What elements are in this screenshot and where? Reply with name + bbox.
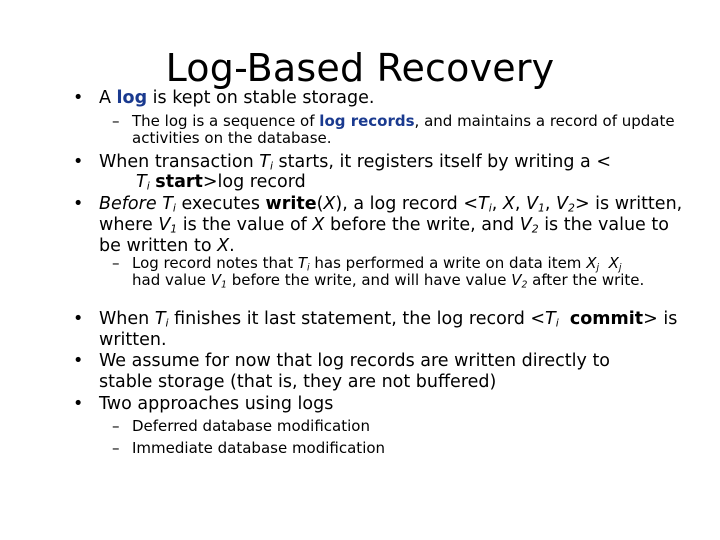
bullet-4: • When $T_i$ finishes it last statement, the log record $<T_i$ commit> is written.	[73, 309, 678, 350]
bullet-6: • Two approaches using logs	[73, 394, 334, 414]
sub-bullet-6a: – Deferred database modification	[112, 417, 370, 435]
sub-bullet-6b: – Immediate database modification	[112, 439, 386, 457]
bullet-2: • When transaction $T_i$ starts, it registers itself by writing a <	[73, 152, 611, 173]
bullet-1: • A log is kept on stable storage.	[73, 88, 375, 108]
sub-bullet-1: – The log is a sequence of log records, and maintains a record of update activities on the database.	[112, 112, 675, 147]
sub-bullet-3: – Log record notes that $T_i$ has performed a write on data item $X_j$ $X_j$ had value $V_1$ before the write, and will have value $V_2$ after the write.	[112, 254, 645, 291]
term-log-records: log records	[319, 112, 415, 130]
bullet-glyph: •	[73, 88, 84, 108]
bullet-5: • We assume for now that log records are written directly to stable storage (that is, they are not buffered)	[73, 351, 611, 392]
term-log: log	[116, 88, 148, 108]
term-write: write	[265, 194, 317, 214]
bullet-glyph: •	[73, 351, 84, 371]
bullet-3: • Before $T_i$ executes write(X), a log record $<T_i$, X, $V_1$, $V_2>$ is written, where $V_1$ is the value of X before the write, and $V_2$ is the value to be written to X.	[73, 194, 683, 256]
bullet-2-cont: $T_i$ start>log record	[136, 172, 306, 193]
dash-glyph: –	[112, 112, 120, 130]
slide-title: Log-Based Recovery	[165, 46, 555, 90]
term-start: start	[155, 172, 203, 192]
term-commit: commit	[569, 309, 644, 329]
bullet-glyph: •	[73, 194, 84, 214]
bullet-glyph: •	[73, 152, 84, 172]
dash-glyph: –	[112, 254, 120, 272]
dash-glyph: –	[112, 417, 120, 435]
bullet-glyph: •	[73, 309, 84, 329]
bullet-glyph: •	[73, 394, 84, 414]
dash-glyph: –	[112, 439, 120, 457]
